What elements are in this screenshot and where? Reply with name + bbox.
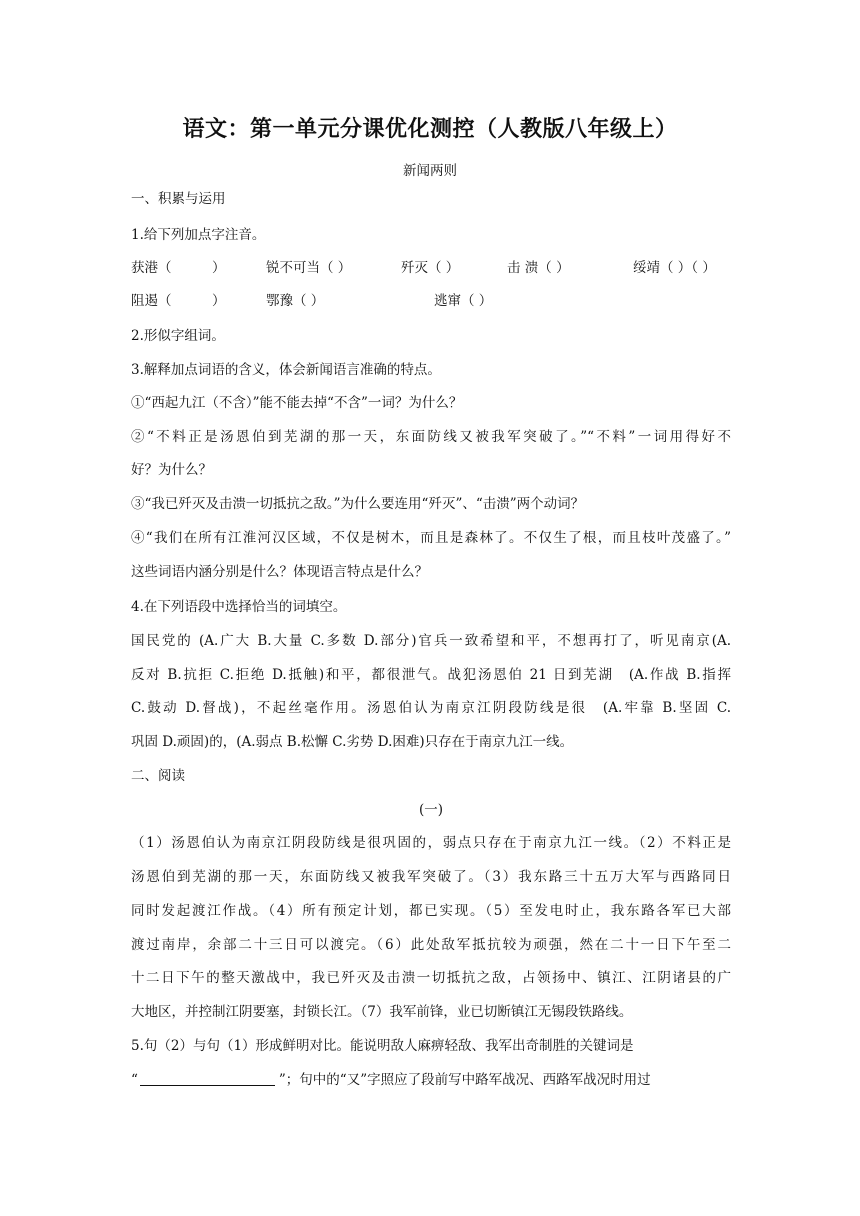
answer-blank[interactable] [140, 1071, 275, 1086]
question-4: 4.在下列语段中选择恰当的词填空。 [131, 599, 347, 615]
pinyin-item: 绥靖（ ）（ ） [633, 260, 716, 276]
reading-line: 同时发起渡江作战。（4）所有预定计划，都已实现。（5）至发电时止，我东路各军已大部 [131, 903, 731, 919]
pinyin-item: 阻遏（ ） [131, 293, 226, 309]
question-3-item: ③“我已歼灭及击溃一切抵抗之敌。”为什么要连用“歼灭”、“击溃”两个动词？ [131, 496, 585, 512]
question-2: 2.形似字组词。 [131, 328, 225, 344]
document-subtitle: 新闻两则 [403, 163, 457, 179]
reading-line: 大地区，并控制江阴要塞，封锁长江。（7）我军前锋，业已切断镇江无锡段铁路线。 [131, 1004, 633, 1020]
question-3-item-cont: 这些词语内涵分别是什么？体现语言特点是什么？ [131, 564, 428, 580]
pinyin-item: 击 溃（ ） [507, 260, 570, 276]
question-4-passage-line: C.鼓动 D.督战)，不起丝毫作用。汤恩伯认为南京江阴段防线是很 (A.牢靠 B.坚固 C. [131, 700, 731, 716]
reading-line: 汤恩伯到芜湖的那一天，东面防线又被我军突破了。（3）我东路三十五万大军与西路同日 [131, 869, 731, 885]
reading-line: （1）汤恩伯认为南京江阴段防线是很巩固的，弱点只存在于南京九江一线。（2）不料正是 [131, 835, 731, 851]
question-3-item: ②“不料正是汤恩伯到芜湖的那一天，东面防线又被我军突破了。”“不料”一词用得好不 [131, 429, 731, 445]
document-title: 语文：第一单元分课优化测控（人教版八年级上） [182, 117, 678, 142]
question-4-passage-line: 国民党的 (A.广大 B.大量 C.多数 D.部分)官兵一致希望和平，不想再打了，听见南京(A. [131, 633, 731, 649]
pinyin-item: 歼灭（ ） [401, 260, 460, 276]
question-4-passage-line: 巩固 D.顽固)的，(A.弱点 B.松懈 C.劣势 D.困难)只存在于南京九江一线。 [131, 734, 574, 750]
question-5-rest: ”；句中的“又”字照应了段前写中路军战况、西路军战况时用过 [278, 1072, 651, 1088]
section-heading: 一、积累与运用 [131, 191, 226, 207]
section-heading: 二、阅读 [131, 768, 185, 784]
question-5: 5.句（2）与句（1）形成鲜明对比。能说明敌人麻痹轻敌、我军出奇制胜的关键词是 [131, 1038, 634, 1054]
pinyin-item: 锐不可当（ ） [266, 260, 352, 276]
question-5-cont [131, 1070, 731, 1090]
pinyin-item: 获港（ ） [131, 260, 226, 276]
reading-line: 十二日下午的整天激战中，我已歼灭及击溃一切抵抗之敌，占领扬中、镇江、江阴诸县的广 [131, 970, 731, 986]
question-4-passage-line: 反对 B.抗拒 C.拒绝 D.抵触)和平，都很泄气。战犯汤恩伯 21 日到芜湖 (A.作战 B.指挥 [131, 667, 731, 683]
question-3-item: ④“我们在所有江淮河汉区域，不仅是树木，而且是森林了。不仅生了根，而且枝叶茂盛了。” [131, 530, 731, 546]
question-1: 1.给下列加点字注音。 [131, 227, 266, 243]
pinyin-item: 逃窜（ ） [434, 293, 493, 309]
part-label: (一) [418, 802, 444, 818]
question-3-item-cont: 好？为什么？ [131, 462, 212, 478]
pinyin-item: 鄂豫（ ） [266, 293, 325, 309]
question-3: 3.解释加点词语的含义，体会新闻语言准确的特点。 [131, 362, 441, 378]
open-quote: “ [131, 1072, 138, 1088]
reading-line: 渡过南岸，余部二十三日可以渡完。（6）此处敌军抵抗较为顽强，然在二十一日下午至二 [131, 937, 731, 953]
question-3-item: ①“西起九江（不含）”能不能去掉“不含”一词？为什么？ [131, 395, 463, 411]
